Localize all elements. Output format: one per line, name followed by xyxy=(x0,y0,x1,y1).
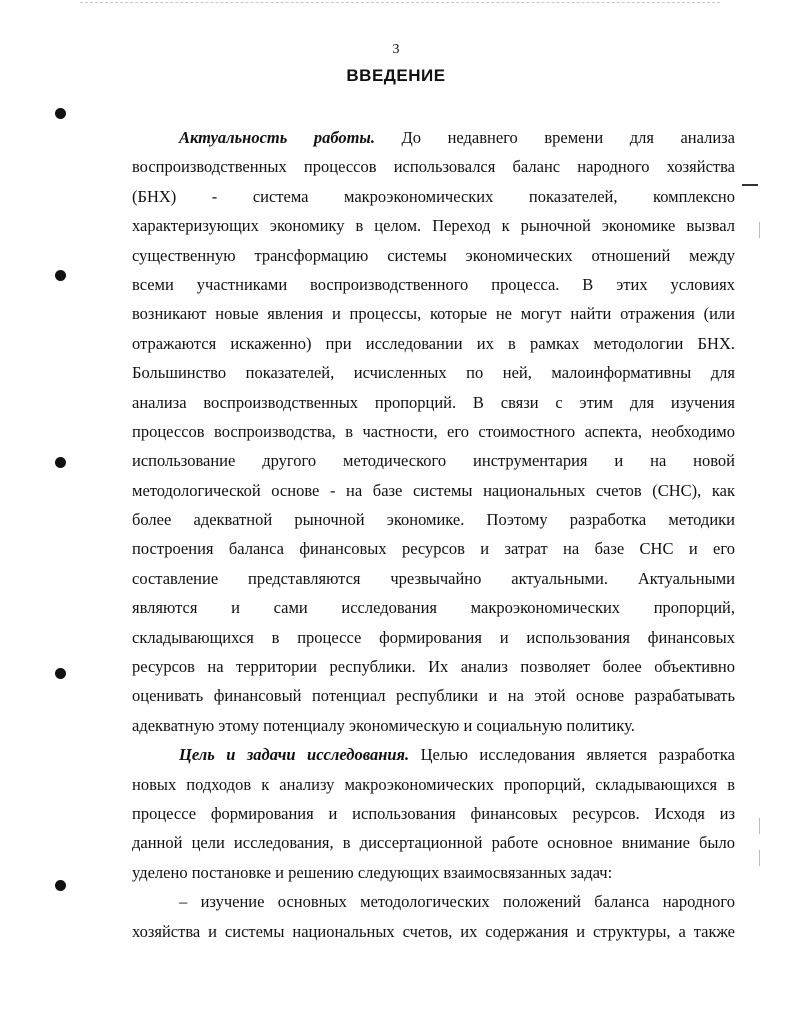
text-line xyxy=(132,476,735,505)
scan-edge-line xyxy=(80,2,720,3)
line-text: процессов воспроизводства, в частности, его стоимостного аспекта, необходимо xyxy=(132,421,735,441)
margin-tick xyxy=(759,818,760,834)
line-text: складывающихся в процессе формирования и использования финансовых xyxy=(132,627,735,647)
margin-mark xyxy=(742,184,758,186)
line-text: Большинство показателей, исчисленных по ней, малоинформативны для xyxy=(132,363,735,383)
text-line xyxy=(132,652,735,681)
line-text: использование другого методического инструментария и на новой xyxy=(132,451,735,471)
page-number: 3 xyxy=(392,42,400,57)
text-line xyxy=(132,211,735,240)
text-line xyxy=(132,241,735,270)
body-text xyxy=(132,123,735,946)
line-text: данной цели исследования, в диссертационной работе основное внимание было xyxy=(132,833,735,853)
line-text: анализа воспроизводственных пропорций. В связи с этим для изучения xyxy=(132,392,735,412)
line-text: адекватную этому потенциалу экономическую и социальную политику. xyxy=(132,715,635,735)
text-line xyxy=(132,593,735,622)
page-title: ВВЕДЕНИЕ xyxy=(346,66,446,85)
text-line xyxy=(132,770,735,799)
text-line xyxy=(132,152,735,181)
text-line xyxy=(132,799,735,828)
text-line xyxy=(132,123,735,152)
line-text: новых подходов к анализу макроэкономических пропорций, складывающихся в xyxy=(132,774,735,794)
line-text: являются и сами исследования макроэкономических пропорций, xyxy=(132,598,735,618)
text-line xyxy=(132,564,735,593)
section-heading-inline: Актуальность работы. xyxy=(179,128,375,147)
text-line xyxy=(132,182,735,211)
margin-tick xyxy=(759,222,760,238)
binder-hole-dot xyxy=(55,880,66,891)
line-text: возникают новые явления и процессы, которые не могут найти отражения (или xyxy=(132,304,735,324)
line-text: хозяйства и системы национальных счетов, их содержания и структуры, а также xyxy=(132,921,735,941)
line-text: существенную трансформацию системы экономических отношений между xyxy=(132,245,735,265)
text-line xyxy=(132,329,735,358)
line-text: До недавнего времени для анализа xyxy=(375,128,735,147)
line-text: более адекватной рыночной экономике. Поэтому разработка методики xyxy=(132,510,735,530)
text-line xyxy=(132,858,735,887)
section-heading-inline: Цель и задачи исследования. xyxy=(179,745,410,765)
binder-hole-dot xyxy=(55,457,66,468)
text-line xyxy=(132,828,735,857)
text-line xyxy=(132,740,735,769)
line-text: методологической основе - на базе системы национальных счетов (СНС), как xyxy=(132,480,735,500)
binder-hole-dot xyxy=(55,108,66,119)
text-line xyxy=(132,917,735,946)
line-text: уделено постановке и решению следующих взаимосвязанных задач: xyxy=(132,862,613,882)
line-text: Целью исследования является разработка xyxy=(409,745,735,765)
text-line xyxy=(132,446,735,475)
binder-hole-dot xyxy=(55,270,66,281)
text-line xyxy=(132,505,735,534)
line-text: воспроизводственных процессов использовался баланс народного хозяйства xyxy=(132,157,735,177)
text-line xyxy=(132,534,735,563)
text-line xyxy=(132,417,735,446)
line-text: характеризующих экономику в целом. Переход к рыночной экономике вызвал xyxy=(132,216,735,236)
text-line xyxy=(132,270,735,299)
text-line xyxy=(132,358,735,387)
text-line xyxy=(132,887,735,916)
text-line xyxy=(132,388,735,417)
line-text: всеми участниками воспроизводственного процесса. В этих условиях xyxy=(132,274,735,294)
line-text: отражаются искаженно) при исследовании их в рамках методологии БНХ. xyxy=(132,333,735,353)
text-line xyxy=(132,623,735,652)
line-text: построения баланса финансовых ресурсов и затрат на базе СНС и его xyxy=(132,539,735,559)
margin-tick xyxy=(759,850,760,866)
binder-hole-dot xyxy=(55,668,66,679)
line-text: составление представляются чрезвычайно актуальными. Актуальными xyxy=(132,568,735,588)
line-text: процессе формирования и использования финансовых ресурсов. Исходя из xyxy=(132,803,735,823)
line-text: ресурсов на территории республики. Их анализ позволяет более объективно xyxy=(132,657,735,677)
text-line xyxy=(132,299,735,328)
line-text: оценивать финансовый потенциал республики и на этой основе разрабатывать xyxy=(132,686,735,706)
text-line xyxy=(132,711,735,740)
line-text: (БНХ) - система макроэкономических показателей, комплексно xyxy=(132,186,735,206)
text-line xyxy=(132,681,735,710)
line-text: – изучение основных методологических положений баланса народного xyxy=(179,892,735,912)
